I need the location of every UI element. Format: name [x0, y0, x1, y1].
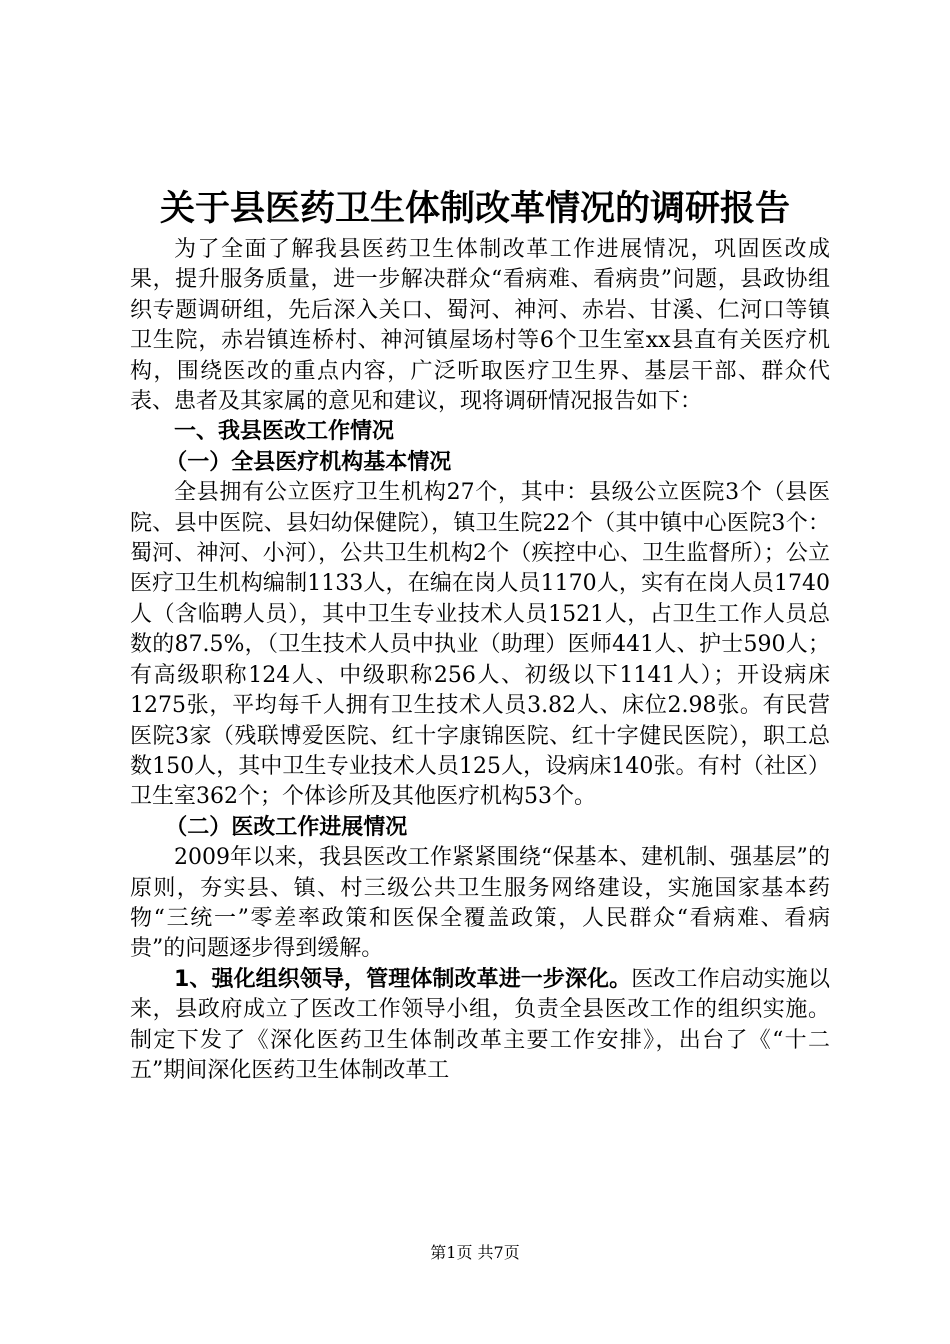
- subsection-heading-2: （二）医改工作进展情况: [165, 814, 408, 840]
- point-1-lead: 1、强化组织领导，管理体制改革进一步深化。: [174, 966, 632, 992]
- subsection-heading-1: （一）全县医疗机构基本情况: [165, 449, 452, 475]
- document-title: 关于县医药卫生体制改革情况的调研报告: [159, 189, 790, 229]
- document-body: [130, 235, 830, 1086]
- section-heading-1: 一、我县医改工作情况: [174, 419, 395, 445]
- point-1-paragraph: [130, 965, 830, 1087]
- subsection-1-paragraph: 全县拥有公立医疗卫生机构27个，其中：县级公立医院3个（县医院、县中医院、县妇幼保健院），镇卫生院22个（其中镇中心医院3个：蜀河、神河、小河），公共卫生机构2个（疾控中心、卫生监督所）；公立医疗卫生机构编制1133人，在编在岗人员1170人，实有在岗人员1740人（含临聘人员），其中卫生专业技术人员1521人，占卫生工作人员总数的87.5%，（卫生技术人员中执业（助理）医师441人、护士590人；有高级职称124人、中级职称256人、初级以下1141人）；开设病床1275张，平均每千人拥有卫生技术人员3.82人、床位2.98张。有民营医院3家（残联博爱医院、红十字康锦医院、红十字健民医院），职工总数150人，其中卫生专业技术人员125人，设病床140张。有村（社区）卫生室362个；个体诊所及其他医疗机构53个。: [130, 480, 830, 810]
- point-1-text: 医改工作启动实施以来，县政府成立了医改工作领导小组，负责全县医改工作的组织实施。制定下发了《深化医药卫生体制改革主要工作安排》，出台了《“十二五”期间深化医药卫生体制改革工: [130, 966, 830, 1083]
- page-footer: 第1页 共7页: [430, 1243, 520, 1262]
- intro-paragraph: 为了全面了解我县医药卫生体制改革工作进展情况，巩固医改成果，提升服务质量，进一步解决群众“看病难、看病贵”问题，县政协组织专题调研组，先后深入关口、蜀河、神河、赤岩、甘溪、仁河口等镇卫生院，赤岩镇连桥村、神河镇屋场村等6个卫生室xx县直有关医疗机构，围绕医改的重点内容，广泛听取医疗卫生界、基层干部、群众代表、患者及其家属的意见和建议，现将调研情况报告如下：: [130, 237, 830, 415]
- subsection-2-paragraph: 2009年以来，我县医改工作紧紧围绕“保基本、建机制、强基层”的原则，夯实县、镇、村三级公共卫生服务网络建设，实施国家基本药物“三统一”零差率政策和医保全覆盖政策，人民群众“看病难、看病贵”的问题逐步得到缓解。: [130, 845, 830, 962]
